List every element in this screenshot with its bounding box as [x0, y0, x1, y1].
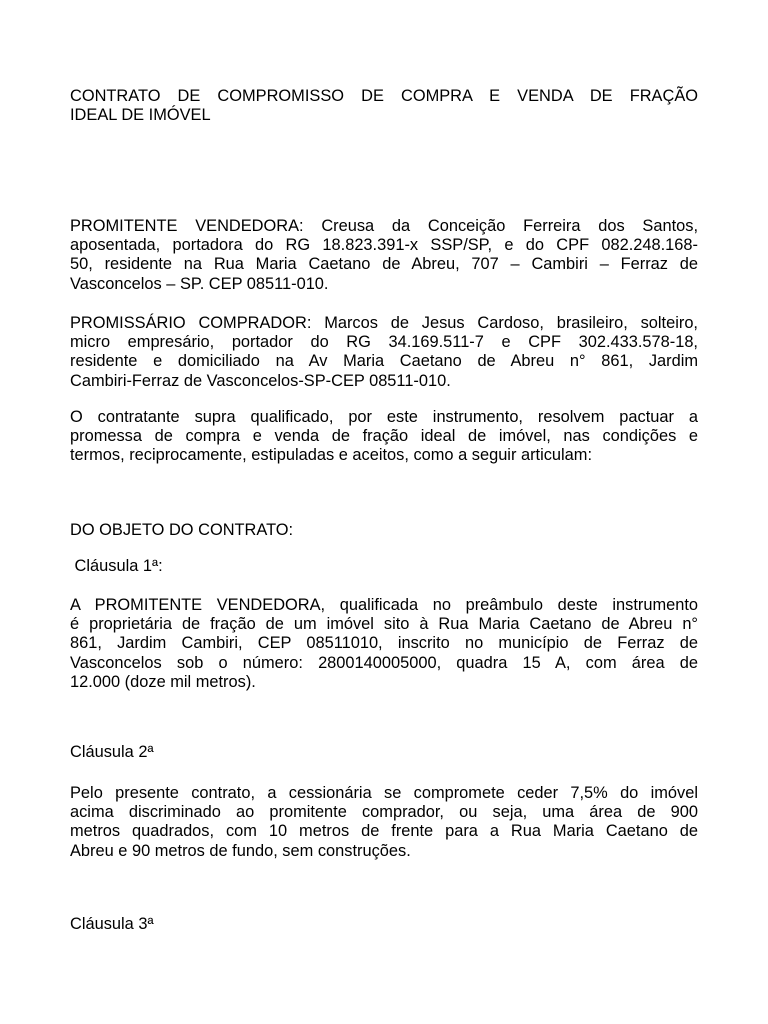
title-line: IDEAL DE IMÓVEL — [70, 106, 211, 125]
clausula-1-heading: Cláusula 1ª: — [70, 557, 163, 575]
paragraph-line: metros quadrados, com 10 metros de frente para a Rua Maria Caetano de — [70, 822, 698, 841]
paragraph-line: PROMITENTE VENDEDORA: Creusa da Conceição Ferreira dos Santos, — [70, 217, 698, 235]
promitente-vendedora-paragraph — [70, 217, 698, 294]
clausula-2-heading: Cláusula 2ª — [70, 743, 154, 761]
paragraph-line: Abreu e 90 metros de fundo, sem construções. — [70, 841, 411, 860]
paragraph-line: acima discriminado ao promitente comprador, ou seja, uma área de 900 — [70, 803, 698, 822]
paragraph-line: promessa de compra e venda de fração ideal de imóvel, nas condições e — [70, 427, 698, 446]
paragraph-line: micro empresário, portador do RG 34.169.511-7 e CPF 302.433.578-18, — [70, 333, 698, 352]
paragraph-line: é proprietária de fração de um imóvel sito à Rua Maria Caetano de Abreu n° — [70, 615, 698, 634]
paragraph-line: PROMISSÁRIO COMPRADOR: Marcos de Jesus Cardoso, brasileiro, solteiro, — [70, 314, 698, 332]
paragraph-line: Cambiri-Ferraz de Vasconcelos-SP-CEP 08511-010. — [70, 371, 451, 390]
paragraph-line: termos, reciprocamente, estipuladas e aceitos, como a seguir articulam: — [70, 446, 593, 465]
paragraph-line: 50, residente na Rua Maria Caetano de Abreu, 707 – Cambiri – Ferraz de — [70, 255, 698, 274]
paragraph-line: residente e domiciliado na Av Maria Caetano de Abreu n° 861, Jardim — [70, 352, 698, 371]
document-title — [70, 87, 698, 125]
paragraph-line: Vasconcelos sob o número: 2800140005000, quadra 15 A, com área de — [70, 653, 698, 672]
paragraph-line: Vasconcelos – SP. CEP 08511-010. — [70, 274, 329, 293]
title-line: CONTRATO DE COMPROMISSO DE COMPRA E VENDA DE FRAÇÃO — [70, 87, 698, 105]
paragraph-line: 12.000 (doze mil metros). — [70, 672, 256, 691]
paragraph-line: A PROMITENTE VENDEDORA, qualificada no preâmbulo deste instrumento — [70, 596, 698, 614]
preambulo-paragraph — [70, 408, 698, 466]
paragraph-line: 861, Jardim Cambiri, CEP 08511010, inscrito no município de Ferraz de — [70, 634, 698, 653]
paragraph-line: Pelo presente contrato, a cessionária se compromete ceder 7,5% do imóvel — [70, 784, 698, 802]
paragraph-line: O contratante supra qualificado, por este instrumento, resolvem pactuar a — [70, 408, 698, 426]
objeto-heading: DO OBJETO DO CONTRATO: — [70, 521, 294, 539]
clausula-1-paragraph — [70, 596, 698, 692]
clausula-2-paragraph — [70, 784, 698, 861]
promissario-comprador-paragraph — [70, 314, 698, 391]
paragraph-line: aposentada, portadora do RG 18.823.391-x SSP/SP, e do CPF 082.248.168- — [70, 236, 698, 255]
clausula-3-heading: Cláusula 3ª — [70, 915, 154, 933]
